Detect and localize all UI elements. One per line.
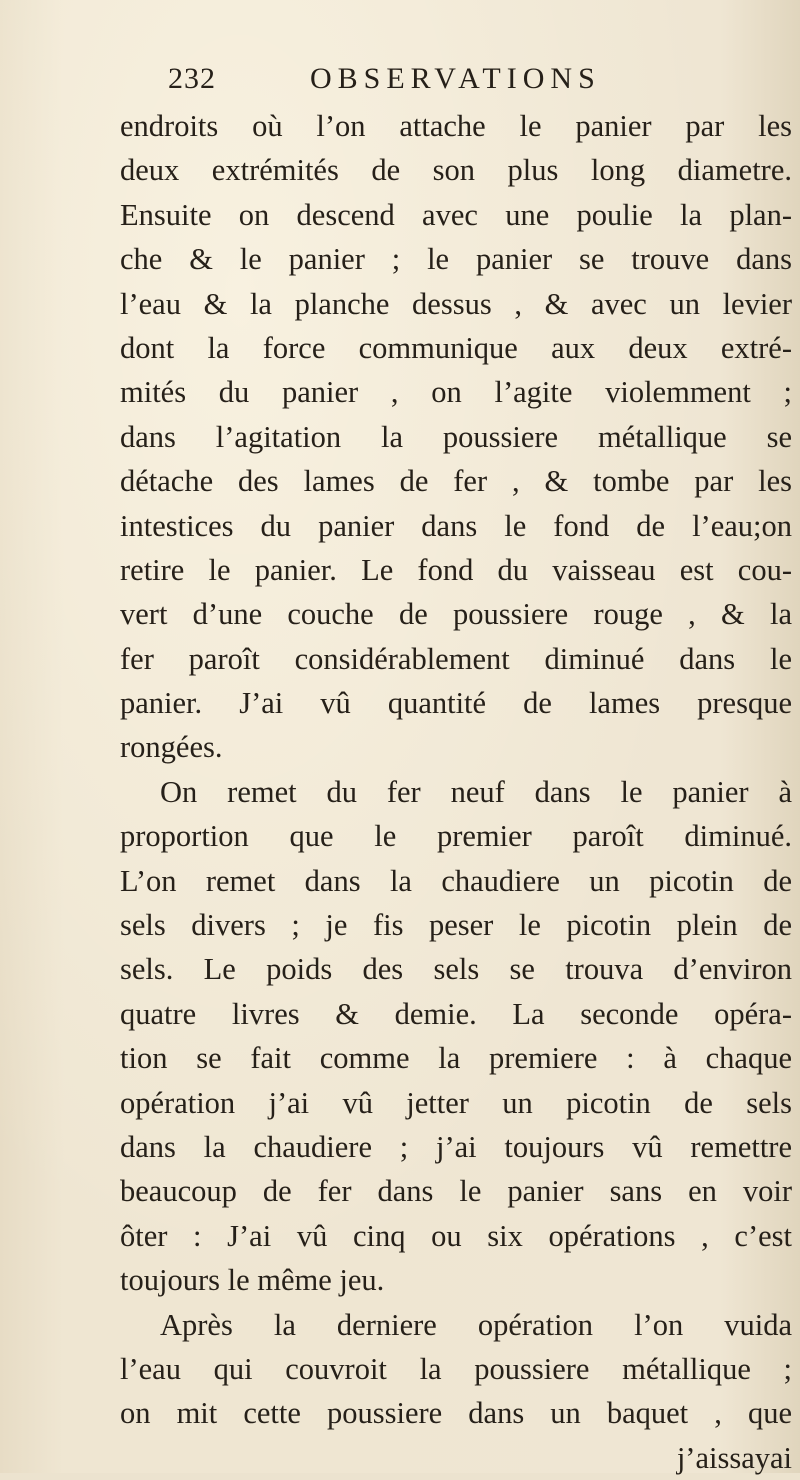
text-line: dans la chaudiere ; j’ai toujours vû remettre xyxy=(120,1129,792,1164)
text-line: opération j’ai vû jetter un picotin de sels xyxy=(120,1085,792,1120)
text-line: beaucoup de fer dans le panier sans en voir xyxy=(120,1174,792,1209)
text-line: intestices du panier dans le fond de l’eau;on xyxy=(120,508,792,543)
text-line: l’eau & la planche dessus , & avec un levier xyxy=(120,286,792,321)
text-line: che & le panier ; le panier se trouve dans xyxy=(120,242,792,277)
text-line: détache des lames de fer , & tombe par les xyxy=(120,464,792,499)
text-line: on mit cette poussiere dans un baquet , que xyxy=(120,1396,792,1431)
text-line: deux extrémités de son plus long diametre. xyxy=(120,153,792,188)
text-line: sels divers ; je fis peser le picotin plein de xyxy=(120,908,792,943)
running-head: OBSERVATIONS xyxy=(310,62,601,95)
text-line: l’eau qui couvroit la poussiere métallique ; xyxy=(120,1351,792,1386)
paragraph-first-line: On remet du fer neuf dans le panier à xyxy=(160,774,792,809)
text-line: mités du panier , on l’agite violemment ; xyxy=(120,375,792,410)
text-line: proportion que le premier paroît diminué. xyxy=(120,819,792,854)
text-line: quatre livres & demie. La seconde opéra- xyxy=(120,996,792,1031)
page-number: 232 xyxy=(168,62,216,95)
text-line: retire le panier. Le fond du vaisseau est cou- xyxy=(120,552,792,587)
body-text xyxy=(120,104,792,1480)
text-line: dont la force communique aux deux extré- xyxy=(120,330,792,365)
text-line: tion se fait comme la premiere : à chaque xyxy=(120,1041,792,1076)
text-line: L’on remet dans la chaudiere un picotin de xyxy=(120,863,792,898)
page-header xyxy=(168,62,688,102)
text-line: dans l’agitation la poussiere métallique se xyxy=(120,419,792,454)
text-line: rongées. xyxy=(120,730,223,765)
text-line: vert d’une couche de poussiere rouge , & la xyxy=(120,597,792,632)
paragraph-first-line: Après la derniere opération l’on vuida xyxy=(160,1307,792,1342)
text-line: ôter : J’ai vû cinq ou six opérations , c’est xyxy=(120,1218,792,1253)
text-line: sels. Le poids des sels se trouva d’environ xyxy=(120,952,792,987)
text-line: toujours le même jeu. xyxy=(120,1263,385,1298)
text-line: endroits où l’on attache le panier par les xyxy=(120,109,792,143)
catchword: j’aissayai xyxy=(676,1440,792,1475)
text-line: panier. J’ai vû quantité de lames presque xyxy=(120,686,792,721)
text-line: fer paroît considérablement diminué dans le xyxy=(120,641,792,676)
text-line: Ensuite on descend avec une poulie la plan- xyxy=(120,197,792,232)
